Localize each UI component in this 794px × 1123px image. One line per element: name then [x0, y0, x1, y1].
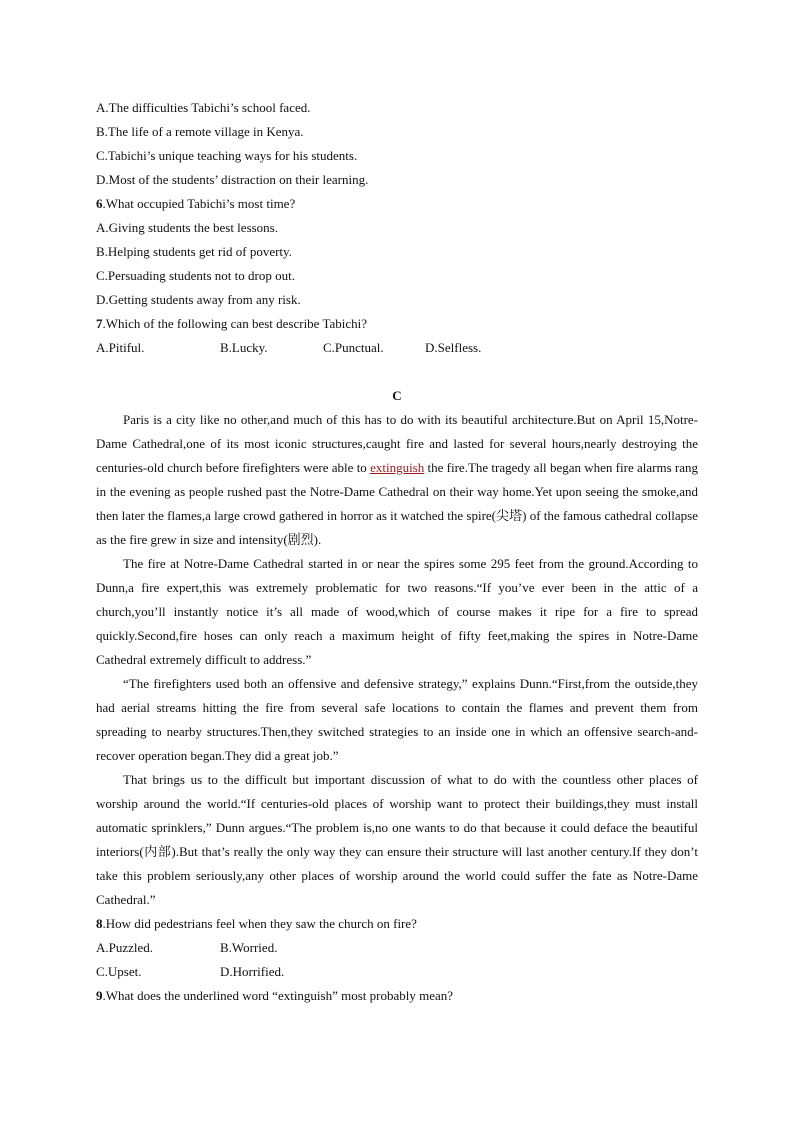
q9-question — [96, 988, 453, 1004]
passage-paragraph-4: That brings us to the difficult but important discussion of what to do with the countless other places of worship around the world.“If centuries-old places of worship want to protect their buildings,they must install automatic sprinklers,” Dunn argues.“The problem is,no one wants to do that because it could deface the beautiful interiors(内部).But that’s really the only way they can ensure their structure will last another century.If they don’t take this problem seriously,any other places of worship around the world could suffer the fate as Notre-Dame Cathedral.” — [96, 772, 698, 907]
passage-paragraph-2: The fire at Notre-Dame Cathedral started in or near the spires some 295 feet from the ground.According to Dunn,a fire expert,this was extremely problematic for two reasons.“If you’ve ever been in the attic of a church,you’ll instantly notice it’s all made of wood,which of course makes it ripe for a fire to spread quickly.Second,fire hoses can only reach a maximum height of fifty feet,making the spires in Notre-Dame Cathedral extremely difficult to address.” — [96, 556, 698, 667]
q7-options — [96, 340, 481, 356]
q7-option-a: A.Pitiful. — [96, 340, 145, 355]
q6-option-b: B.Helping students get rid of poverty. — [96, 244, 292, 259]
q6-text: .What occupied Tabichi’s most time? — [102, 196, 296, 211]
q6-question — [96, 196, 295, 212]
q8-question — [96, 916, 417, 932]
underlined-word: extinguish — [370, 460, 425, 475]
q5-option-b: B.The life of a remote village in Kenya. — [96, 124, 304, 139]
q8-option-b: B.Worried. — [220, 940, 278, 955]
q7-number: 7 — [96, 316, 103, 331]
q8-option-a: A.Puzzled. — [96, 940, 154, 955]
q8-text: .How did pedestrians feel when they saw the church on fire? — [102, 916, 417, 931]
q6-option-c: C.Persuading students not to drop out. — [96, 268, 295, 283]
section-heading: C — [392, 388, 402, 403]
q9-text: .What does the underlined word “extinguish” most probably mean? — [102, 988, 454, 1003]
q5-option-c: C.Tabichi’s unique teaching ways for his students. — [96, 148, 358, 163]
q7-option-b: B.Lucky. — [220, 340, 268, 355]
q5-option-d: D.Most of the students’ distraction on their learning. — [96, 172, 369, 187]
q6-option-a: A.Giving students the best lessons. — [96, 220, 278, 235]
q6-number: 6 — [96, 196, 103, 211]
q9-number: 9 — [96, 988, 103, 1003]
q6-option-d: D.Getting students away from any risk. — [96, 292, 301, 307]
q8-option-d: D.Horrified. — [220, 964, 285, 979]
q5-option-a: A.The difficulties Tabichi’s school faced. — [96, 100, 311, 115]
q8-number: 8 — [96, 916, 103, 931]
passage-paragraph-1 — [96, 408, 698, 552]
q7-text: .Which of the following can best describe Tabichi? — [102, 316, 368, 331]
q8-options-row-2 — [96, 964, 284, 980]
q7-question — [96, 316, 367, 332]
passage-p1-text-after: the fire.The tragedy all began when fire alarms rang in the evening as people rushed past the Notre-Dame Cathedral on their way home.Yet upon seeing the smoke,and then later the flames,a large crowd gathered in horror as it watched the spire(尖塔) of the famous cathedral collapse as the fire grew in size and intensity(剧烈). — [96, 460, 698, 547]
passage-p1-text-before: Paris is a city like no other,and much of this has to do with its beautiful architecture.But on April 15,Notre-Dame Cathedral,one of its most iconic structures,caught fire and lasted for several hours,nearly destroying the centuries-old church before firefighters were able to — [96, 412, 698, 475]
q8-option-c: C.Upset. — [96, 964, 142, 979]
q8-options-row-1 — [96, 940, 277, 956]
passage-paragraph-3: “The firefighters used both an offensive and defensive strategy,” explains Dunn.“First,from the outside,they had aerial streams hitting the fire from several safe locations to contain the flames and prevent them from spreading to nearby structures.Then,they switched strategies to an inside one in which an offensive search-and-recover operation began.They did a great job.” — [96, 676, 698, 763]
q7-option-d: D.Selfless. — [425, 340, 482, 355]
q7-option-c: C.Punctual. — [323, 340, 384, 355]
